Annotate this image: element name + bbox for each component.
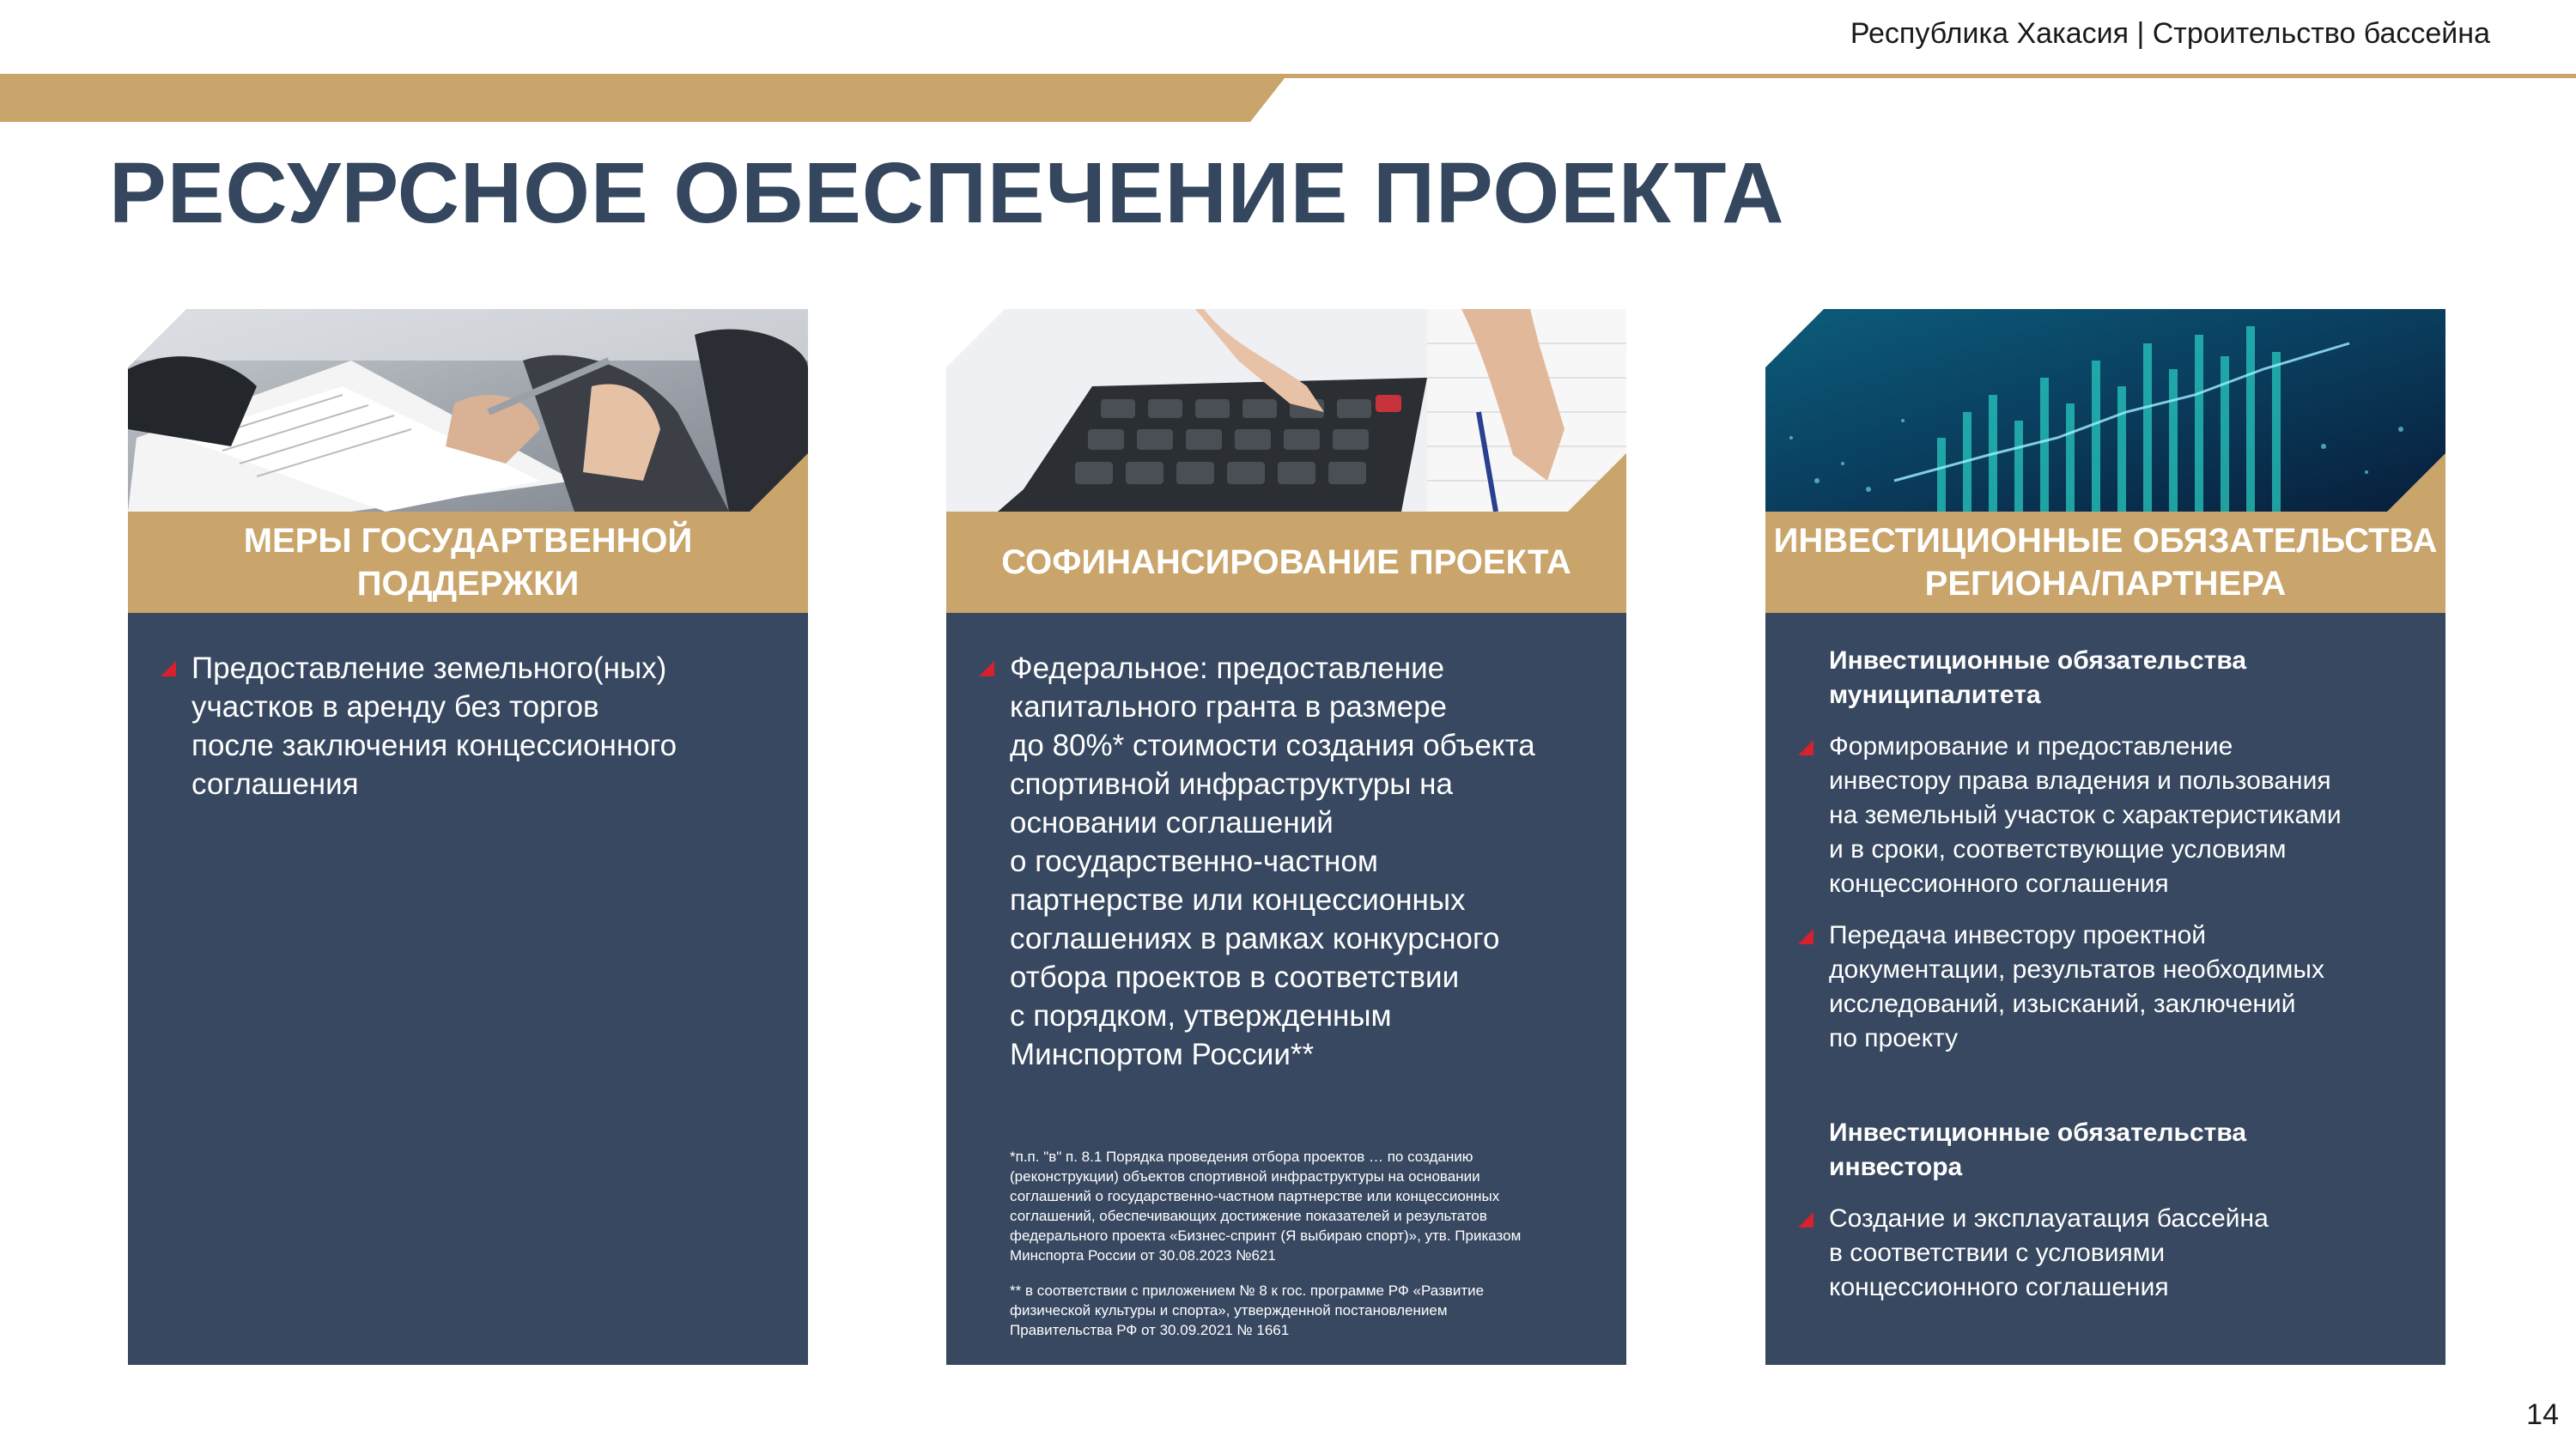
card-body [128,613,808,1365]
footnote: ** в соответствии с приложением № 8 к гос. программе РФ «Развитие физической культуры и спорта», утвержденной постановлением Правительства РФ от 30.09.2021 № 1661 [1010,1282,1485,1338]
bullet-item [1829,919,2411,1056]
card-heading-band [128,512,808,613]
bullet-triangle-icon [979,661,994,676]
band-corner-accent [750,453,808,512]
card-cofinancing [946,309,1626,1365]
page-title: РЕСУРСНОЕ ОБЕСПЕЧЕНИЕ ПРОЕКТА [109,145,1785,241]
bullet-text: Передача инвестору проектной документации, результатов необходимых исследований, изысканий, заключений по проекту [1829,921,2324,1052]
card-body [946,613,1626,1365]
card-heading: СОФИНАНСИРОВАНИЕ ПРОЕКТА [1001,543,1571,581]
band-corner-accent [2387,453,2445,512]
card-heading-band [1765,512,2445,613]
card-heading-band [946,512,1626,613]
bullet-triangle-icon [1798,740,1814,755]
header-title: Республика Хакасия | Строительство бассейна [1850,17,2490,50]
bullet-item [1829,730,2411,901]
bullet-text: Создание и эксплауатация бассейна в соответствии с условиями концессионного соглашения [1829,1204,2269,1301]
image-corner-cut [1765,309,1824,367]
card-heading: МЕРЫ ГОСУДАРТВЕННОЙ ПОДДЕРЖКИ [243,522,693,603]
card-body [1765,613,2445,1365]
bullet-item [1010,649,1592,1074]
footnote: *п.п. "в" п. 8.1 Порядка проведения отбора проектов … по созданию (реконструкции) объектов спортивной инфраструктуры на основании соглашений о государственно-частном партнерстве или концессионных соглашений, обеспечивающих достижение показателей и результатов федерального проекта «Бизнес-спринт (Я выбираю спорт)», утв. Приказом Минспорта России от 30.08.2023 №621 [1010,1149,1522,1264]
bullet-triangle-icon [1798,1212,1814,1228]
bullet-triangle-icon [161,661,176,676]
card-heading: ИНВЕСТИЦИОННЫЕ ОБЯЗАТЕЛЬСТВА РЕГИОНА/ПАРТНЕРА [1773,522,2438,603]
bullet-item [1829,1202,2411,1305]
bullet-text: Федеральное: предоставление капитального гранта в размере до 80%* стоимости создания объекта спортивной инфраструктуры на основании соглашений о государственно-частном партнерстве или концессионных соглашениях в рамках конкурсного отбора проектов в соответствии с порядком, утвержденным Минспортом России** [1010,652,1535,1071]
bullet-triangle-icon [1798,929,1814,944]
image-corner-cut [128,309,186,367]
data-chart-image [1765,309,2445,512]
bullet-text: Предоставление земельного(ных) участков в аренду без торгов после заключения концессионного соглашения [191,652,677,801]
band-corner-accent [1568,453,1626,512]
card-investment-obligations [1765,309,2445,1365]
card-state-support [128,309,808,1365]
bullet-text: Формирование и предоставление инвестору права владения и пользования на земельный участок с характеристиками и в сроки, соответствующие условиям концессионного соглашения [1829,732,2342,898]
signing-documents-image [128,309,808,512]
page-number: 14 [2526,1398,2559,1431]
section-title: Инвестиционные обязательства инвестора [1829,1119,2247,1181]
image-corner-cut [946,309,1005,367]
header-gold-bar [0,74,1288,122]
calculator-image [946,309,1626,512]
section-title: Инвестиционные обязательства муниципалитета [1829,646,2247,709]
bullet-item [191,649,774,803]
